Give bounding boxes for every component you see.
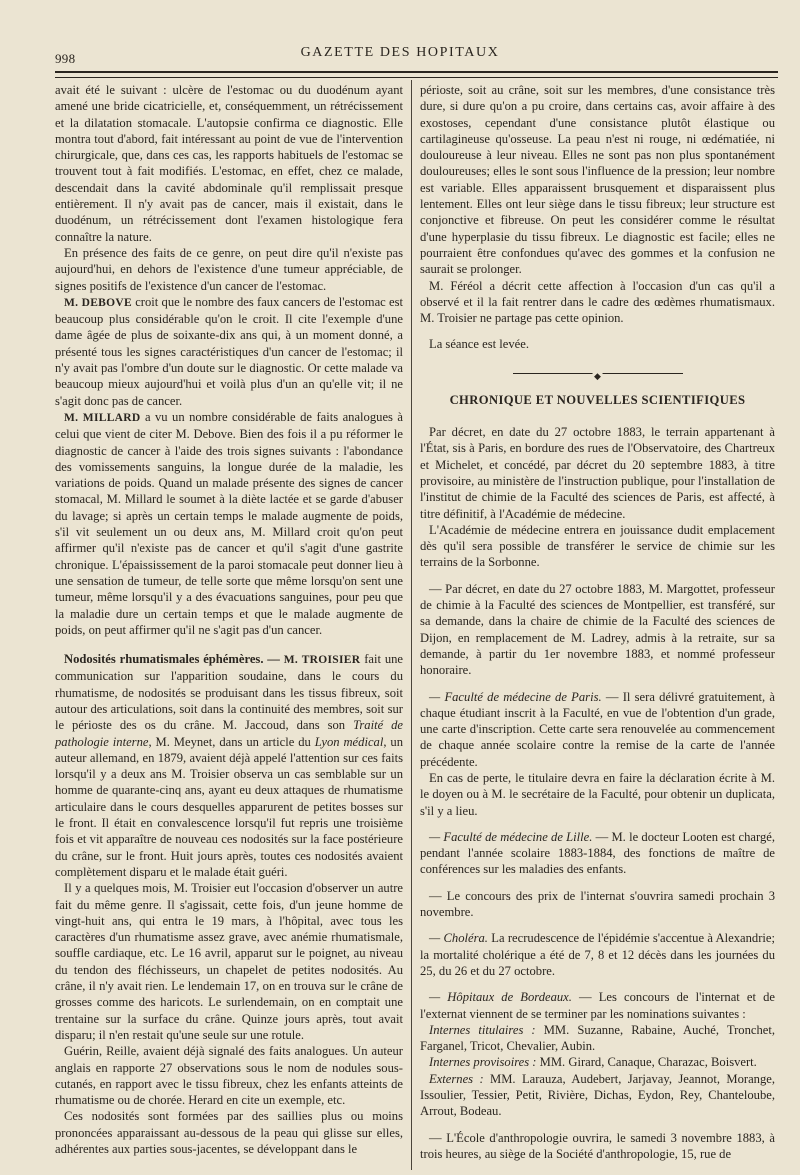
news-heading: — Choléra. [429,931,488,946]
page-header [0,40,800,70]
news-heading: — Hôpitaux de Bordeaux. [429,990,572,1005]
news-item [420,1022,775,1055]
paragraph: avait été le suivant : ulcère de l'estomac ou du duodénum ayant amené une bride cicatricielle, et, conséquemment, un rétrécissement et la dilatation stomacale. L'autopsie confirma ce diagnostic. Elle montra tout d'abord, fait intéressant au point de vue de l'intervention chirurgicale, que, dans ces cas, les rapports habituels de l'estomac se trouvent tout à fait modifiés. L'estomac, en effet, chez ce malade, descendait dans la cavité abdominale qu'il remplissait presque entièrement. Il n'y avait pas de cancer, mais il existait, dans le duodénum, un rétrécissement dont l'examen histologique fera connaître la nature. [55,83,403,244]
news-item [420,930,775,979]
news-item: L'Académie de médecine entrera en jouissance dudit emplacement dès qu'il sera possible de transférer le service de chimie sur les terrains de la Sorbonne. [420,522,775,570]
news-text: MM. Larauza, Audebert, Jarjavay, Jeannot, Morange, Issoulier, Tessier, Petit, Rivière, Dichas, Eydon, Rey, Chanteloube, Arrout, Bodeau. [420,1071,775,1119]
speaker-name: M. DEBOVE [64,296,132,309]
news-item [420,1071,775,1120]
paragraph-text: , M. Meynet, dans un article du [148,734,311,749]
news-text: — Il sera délivré gratuitement, à chaque étudiant inscrit à la Faculté, en vue de l'obtention d'un grade, une carte d'inscription. Cette carte sera renouvelée au commencement de chaque année scolaire contre la remise de la carte de l'année précédente. [420,689,775,769]
news-item [420,1054,775,1070]
paragraph [55,294,403,409]
news-item [420,689,775,770]
news-item: — Par décret, en date du 27 octobre 1883, M. Margottet, professeur de chimie à la Faculté des sciences de Montpellier, est transféré, sur sa demande, dans la chaire de chimie de la Faculté des sciences de Dijon, en remplacement de M. Ladrey, admis à la retraite, sur sa demande, à partir du 1er novembre 1883, et nommé professeur honoraire. [420,581,775,678]
journal-ref: Lyon médical [314,734,384,749]
left-column [55,82,403,1157]
paragraph: Guérin, Reille, avaient déjà signalé des faits analogues. Un auteur anglais en rapporte 27 observations sous le nom de nodules sous-cutanés, en rapport avec le tissu fibreux, chez les enfants atteints de rhumatisme ou de chorée. Herard en cite un exemple, etc. [55,1044,403,1108]
paragraph-text: , un auteur allemand, en 1879, avaient déjà appelé l'attention sur ces faits lorsqu'il y a deux ans M. Troisier observa un cas semblable sur un homme de quarante-cinq ans, ayant eu deux attaques de rhumatisme articulaire dans le cours desquelles apparurent de petites bosses sur le front. Il était en convalescence lorsqu'il fut repris une troisième fois et vit apparaître de nouveau ces nodosités sur la face postérieure du crâne, sur le front. Huit jours après, toutes ces nodosités avaient complètement disparu et le malade était guéri. [55,734,403,879]
page-number: 998 [55,51,76,66]
column-divider [411,80,412,1170]
paragraph-text: fait une communication sur l'apparition soudaine, dans le cours du rhumatisme, de nodosités se produisant dans les tissus fibreux, soit autour des articulations, soit dans la continuité des membres, soit sur le périoste des os du crâne. M. Jaccoud, dans son [55,652,403,733]
news-item: Par décret, en date du 27 octobre 1883, le terrain appartenant à l'État, sis à Paris, en bordure des rues de l'Observatoire, des Chartreux et Michelet, et concédé, par décret du 20 septembre 1883, à titre provisoire, au ministère de l'instruction publique, pour l'installation de l'institut de chimie de la Faculté des sciences de Paris, est affecté, à titre définitif, à l'Académie de médecine. [420,425,775,521]
article-title: Nodosités rhumatismales éphémères. — [64,652,280,667]
paragraph: Il y a quelques mois, M. Troisier eut l'occasion d'observer un autre fait du même genre. Il s'agissait, cette fois, d'un jeune homme de vingt-huit ans, qui entra le 19 mars, à l'hôpital, avec tous les caractères d'un rhumatisme assez grave, avec anémie rhumatismale, souffle cardiaque, etc. Le 16 avril, apparut sur le poignet, au niveau du tendon des fléchisseurs, un chapelet de petites nodosités. Au crâne, il n'y avait rien. Le lendemain 17, on en trouva sur le crâne de grosses comme des haricots. Le surlendemain, on en comptait une trentaine sur la surface du crâne. Quinze jours après, tout avait disparu; il n'en restait qu'une seule sur une rotule. [55,881,403,1042]
news-text: La recrudescence de l'épidémie s'accentue à Alexandrie; la mortalité cholérique a été de 7, 8 et 12 décès dans les journées du 25, du 26 et du 27 octobre. [420,931,776,978]
news-text: — Les concours de l'internat et de l'externat viennent de se terminer par les nominations suivantes : [420,990,775,1021]
header-rule-thin [55,77,778,78]
news-text: — M. le docteur Looten est chargé, pendant l'année scolaire 1883-1884, des fonctions de maître de conférences sur les maladies des enfants. [420,829,776,877]
list-label: Internes provisoires : [429,1055,537,1070]
list-label: Externes : [429,1071,484,1086]
paragraph-text: croit que le nombre des faux cancers de l'estomac est beaucoup plus considérable qu'on le croit. Il cite l'exemple d'une dame âgée de plus de soixante-dix ans qui, à un moment donné, a présenté tous les signes caractéristiques d'un cancer de l'estomac; il n'y avait pas l'ombre d'un doute sur le diagnostic. Or cette malade va beaucoup mieux aujourd'hui et voilà plus d'un an qu'elle vit; il ne s'agit donc pas de cancer. [55,294,404,408]
news-text: MM. Suzanne, Rabaine, Auché, Tronchet, Farganel, Tricot, Chevalier, Aubin. [420,1022,775,1054]
book-title: Traité de pathologie interne [55,718,403,749]
section-divider [513,370,683,381]
news-item [420,989,775,1022]
paragraph-text: a vu un nombre considérable de faits analogues à celui que vient de citer M. Debove. Bien des fois il a pu réformer le diagnostic de cancer à l'aide des trois signes suivants : l'abondance des vomissements sanguins, la longue durée de la maladie, les variations de poids. Quand un malade présente des signes de cancer stomacal, M. Millard le soumet à la diète lactée et se garde d'abuser du lavage; si après un certain temps le malade augmente de poids, s'il vit seulement un ou deux ans, M. Millard croit qu'on peut affirmer qu'il n'existe pas de cancer et qu'il s'agit d'une gastrite chronique. L'épaississement de la paroi stomacale peut donner lieu à une sensation de tumeur, de telle sorte que même lorsqu'on sent une tumeur, même lorsqu'il y a des évacuations sanguines, pour peu que la maladie dure un certain temps et que le malade augmente de poids, on peut affirmer qu'il ne s'agit pas d'un cancer. [55,409,403,637]
divider-ornament: ◆ [592,368,603,384]
paragraph [55,651,403,880]
news-heading: — Faculté de médecine de Paris. [429,689,602,704]
paragraph: périoste, soit au crâne, soit sur les membres, d'une consistance très dure, si dure qu'on a pu croire, dans certains cas, avoir affaire à des exostoses, cependant d'une consistance plutôt élastique ou cartilagineuse qu'osseuse. La peau n'est ni rouge, ni œdématiée, ni douloureuse à leur niveau. Elles ne sont pas non plus spontanément douloureuses; elles le sont sous l'influence de la pression; leur nombre est variable. Elles apparaissent brusquement et disparaissent plus lentement. Elles ont leur siège dans le tissu fibreux; leur structure est conjonctive et fibreuse. On peut les considérer comme le résultat d'une hyperplasie du tissu fibreux. Le diagnostic est facile; elles ne pourraient être confondues qu'avec des gommes et la confusion ne saurait se prolonger. [420,83,775,277]
news-text: MM. Girard, Canaque, Charazac, Boisvert. [539,1055,757,1070]
news-item: — Le concours des prix de l'internat s'ouvrira samedi prochain 3 novembre. [420,888,775,920]
journal-title: GAZETTE DES HOPITAUX [300,45,500,60]
speaker-name: M. TROISIER [283,654,361,667]
paragraph [55,409,403,638]
speaker-name: M. MILLARD [64,411,141,424]
news-item: — L'École d'anthropologie ouvrira, le samedi 3 novembre 1883, à trois heures, au siège de la Société d'anthropologie, 15, rue de [420,1130,775,1161]
paragraph: En présence des faits de ce genre, on peut dire qu'il n'existe pas aujourd'hui, en dehors de l'existence d'une tumeur appréciable, de signes positifs de l'existence d'un cancer de l'estomac. [55,245,403,293]
right-column [420,82,775,1162]
news-item [420,829,775,878]
news-item: En cas de perte, le titulaire devra en faire la déclaration écrite à M. le doyen ou à M. le secrétaire de la Faculté, pour obtenir un duplicata, s'il y a lieu. [420,770,775,818]
header-rule-thick [55,71,778,73]
paragraph: Ces nodosités sont formées par des saillies plus ou moins prononcées apparaissant au-dessous de la peau qui glisse sur elles, adhérentes aux parties sous-jacentes, se développant dans le [55,1109,403,1156]
paragraph: La séance est levée. [429,337,529,352]
news-heading: — Faculté de médecine de Lille. [429,829,593,844]
list-label: Internes titulaires : [429,1022,536,1037]
section-title: CHRONIQUE ET NOUVELLES SCIENTIFIQUES [449,392,746,407]
paragraph: M. Féréol a décrit cette affection à l'occasion d'un cas qu'il a observé et il la fait rentrer dans le cadre des œdèmes rhumatismaux. M. Troisier ne partage pas cette opinion. [420,278,775,326]
